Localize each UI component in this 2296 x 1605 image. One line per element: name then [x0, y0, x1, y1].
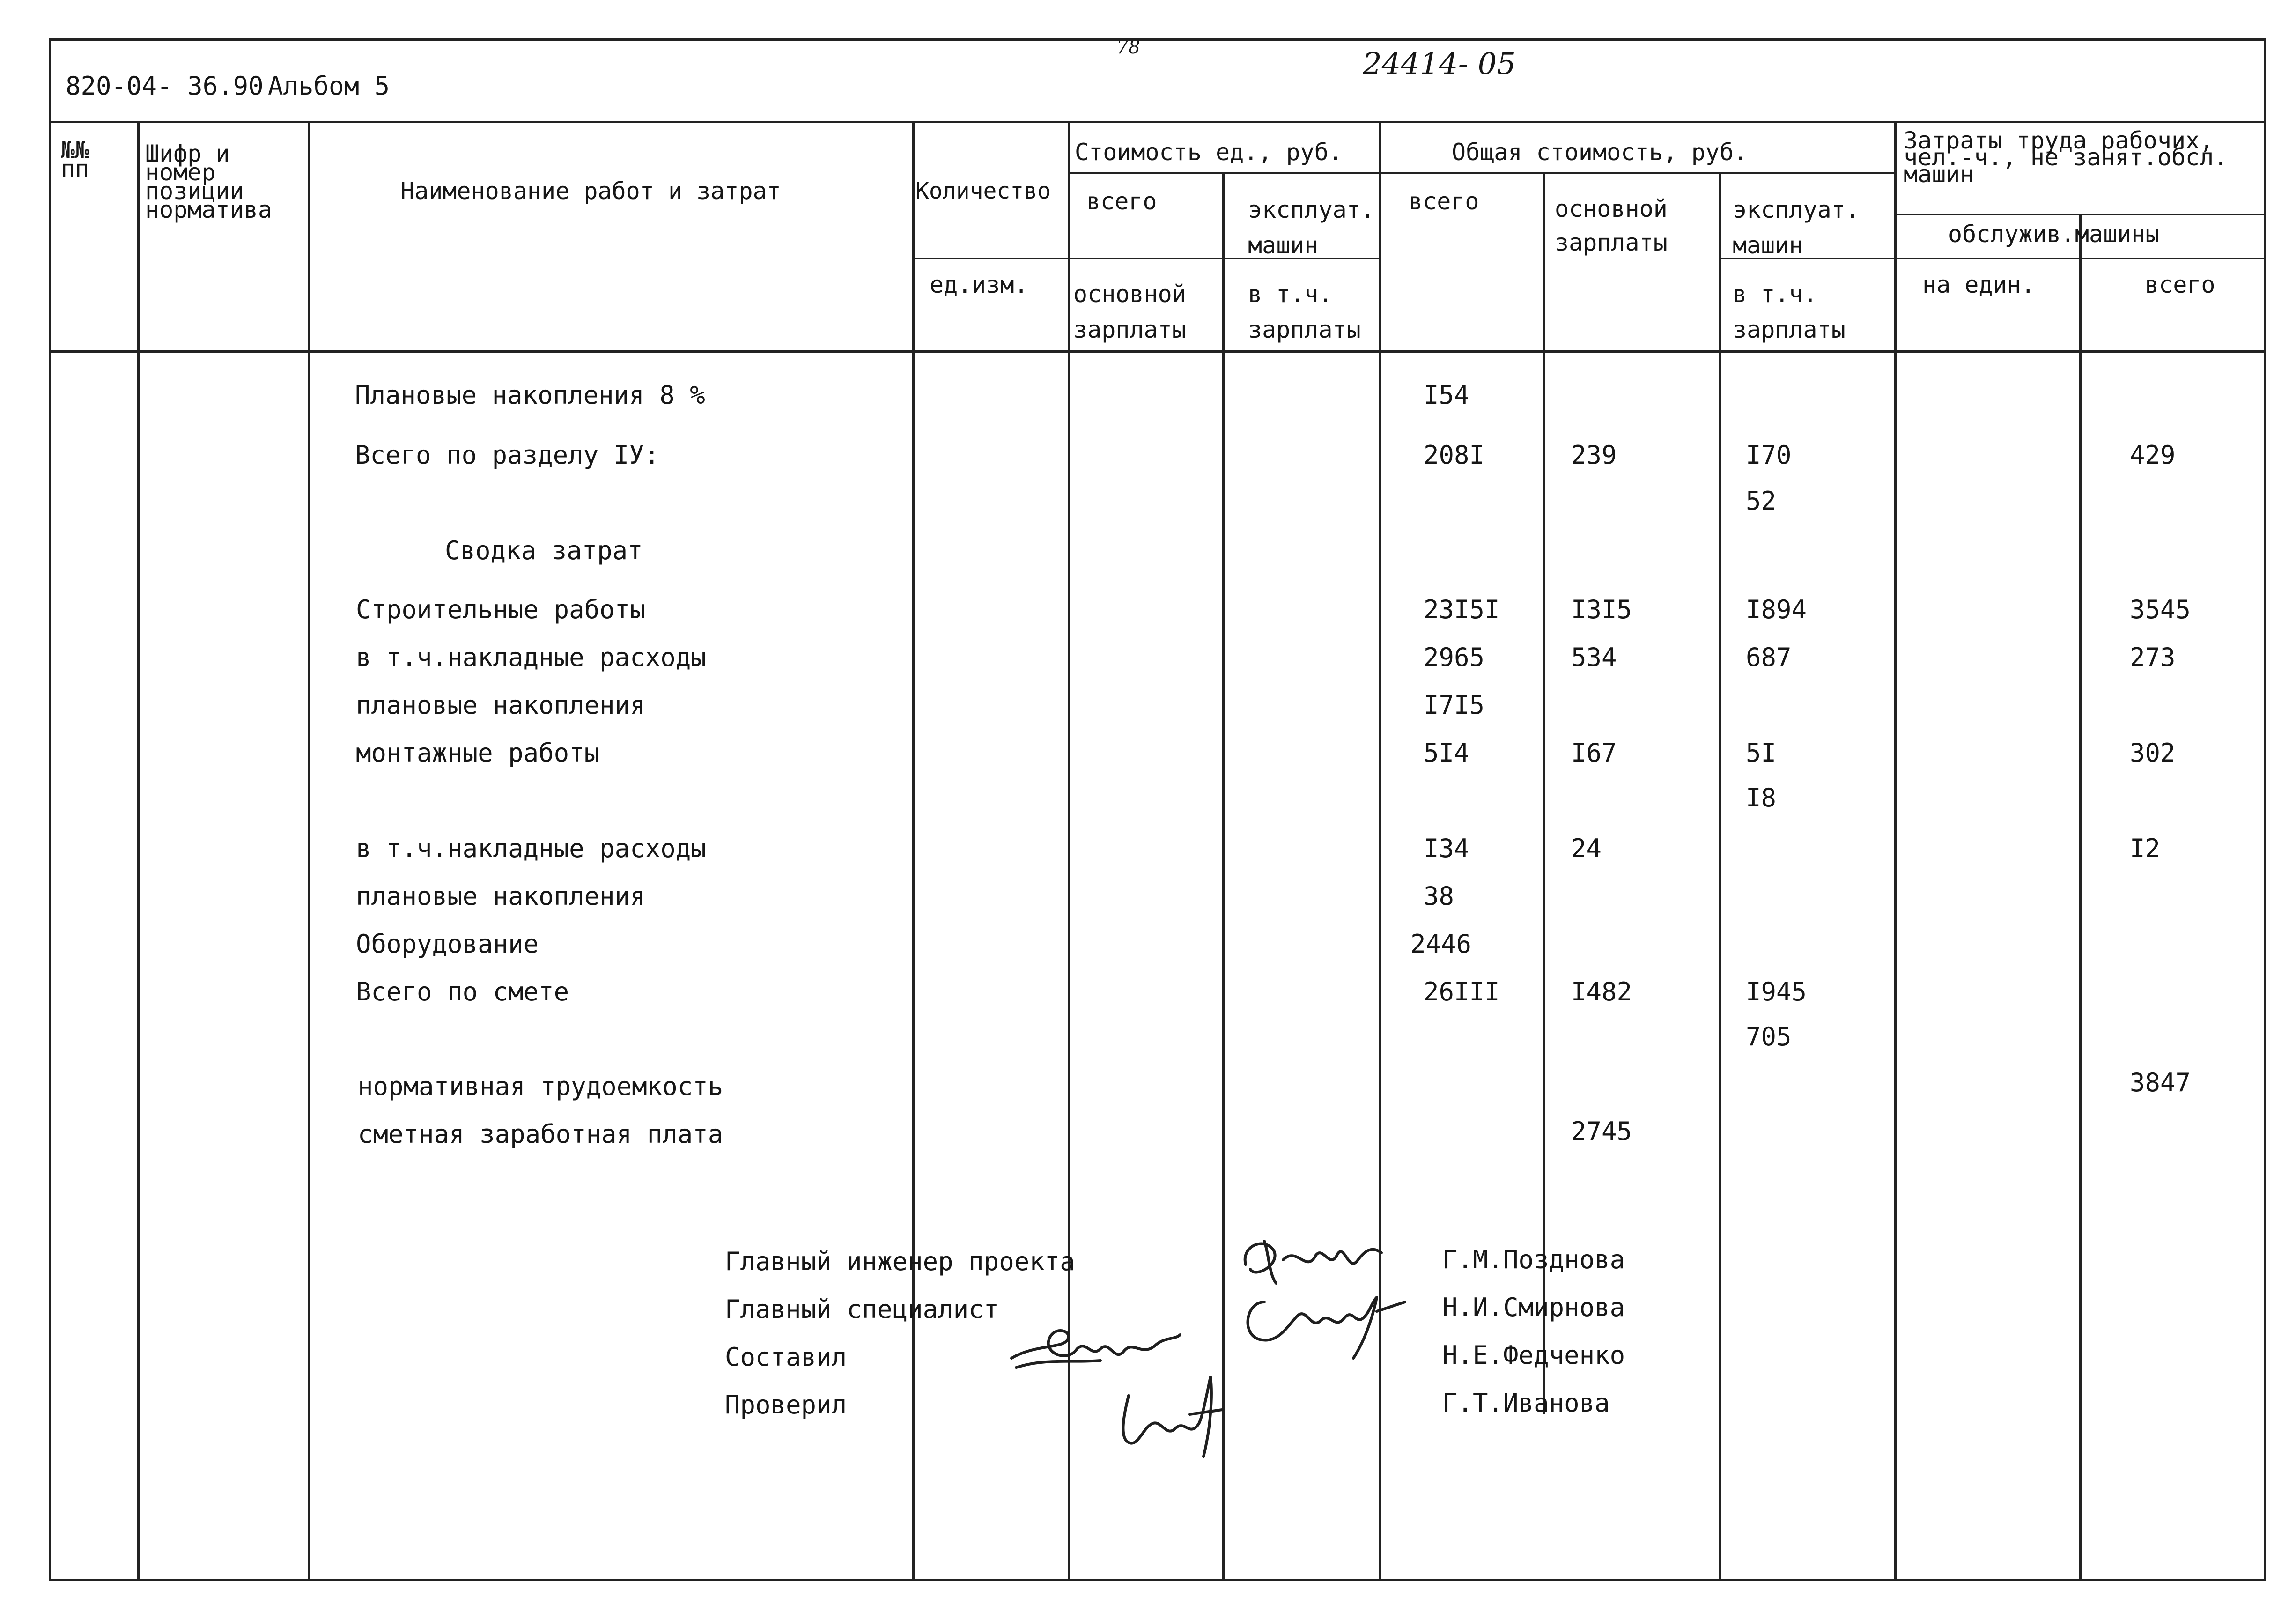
- row-total: I54: [1424, 380, 1469, 410]
- header-total-cost: Общая стоимость, руб.: [1452, 139, 1748, 166]
- row-total: 2446: [1410, 929, 1472, 959]
- row-salary: 24: [1571, 834, 1602, 863]
- row-machines: 5I: [1746, 738, 1777, 768]
- header-name: Наименование работ и затрат: [400, 178, 781, 205]
- row-machines: 687: [1746, 643, 1792, 672]
- row-labor: 302: [2130, 738, 2176, 768]
- signature-role: Главный специалист: [725, 1294, 999, 1324]
- signature-role: Составил: [725, 1342, 847, 1372]
- signature-person: Н.И.Смирнова: [1442, 1293, 1625, 1322]
- row-machines-salary: 705: [1746, 1022, 1792, 1051]
- page-number: 78: [1116, 37, 1140, 58]
- col-rule-3: [912, 121, 915, 1581]
- row-labor: 3847: [2130, 1068, 2191, 1097]
- header-quantity: Количество: [915, 178, 1051, 204]
- signature-person: Н.Е.Федченко: [1442, 1340, 1625, 1370]
- row-total: I7I5: [1424, 690, 1485, 720]
- row-salary: 2745: [1571, 1117, 1632, 1146]
- row-name: плановые накопления: [356, 690, 645, 720]
- col-rule-2: [308, 121, 310, 1581]
- row-labor: 429: [2130, 440, 2176, 470]
- row-total: 5I4: [1424, 738, 1469, 768]
- header-total-salary: основной зарплаты: [1555, 195, 1668, 256]
- row-total: 26III: [1424, 977, 1500, 1006]
- header-labor-all: всего: [2145, 271, 2215, 298]
- row-machines: I894: [1746, 595, 1807, 624]
- signature-role: Проверил: [725, 1390, 847, 1420]
- header-labor: Затраты труда рабочих, чел.-ч., не занят.обсл. машин: [1904, 127, 2228, 188]
- row-salary: 534: [1571, 643, 1617, 672]
- row-name: плановые накопления: [356, 881, 645, 911]
- header-code: Шифр и номер позиции норматива: [145, 140, 272, 223]
- row-name: в т.ч.накладные расходы: [356, 643, 706, 672]
- row-total: 23I5I: [1424, 595, 1500, 624]
- row-salary: I482: [1571, 977, 1632, 1006]
- header-labor-per-unit: на един.: [1922, 271, 2035, 298]
- col-rule-8: [1719, 173, 1721, 1581]
- row-name: Оборудование: [356, 929, 539, 959]
- section-title: Сводка затрат: [445, 536, 643, 565]
- header-labor-service: обслужив.машины: [1948, 221, 2160, 248]
- row-name: монтажные работы: [356, 738, 600, 768]
- header-unit-all: всего: [1086, 188, 1157, 215]
- header-num: №№ пп: [61, 136, 89, 182]
- document-code: 820-04- 36.90: [66, 71, 264, 101]
- row-labor: 273: [2130, 643, 2176, 672]
- row-salary: I3I5: [1571, 595, 1632, 624]
- album-label: Альбом 5: [268, 71, 390, 101]
- col-rule-7: [1543, 173, 1545, 1414]
- row-total: 38: [1424, 881, 1454, 911]
- row-name: сметная заработная плата: [358, 1119, 723, 1149]
- header-top-rule: [49, 121, 2266, 123]
- header-total-machines: эксплуат. машин: [1733, 196, 1860, 259]
- header-unit-incl-salary: в т.ч. зарплаты: [1248, 281, 1361, 343]
- row-salary: 239: [1571, 440, 1617, 470]
- handwritten-signature-smirnova: [1236, 1283, 1424, 1368]
- header-unit: ед.изм.: [930, 271, 1028, 298]
- row-name: в т.ч.накладные расходы: [356, 834, 706, 863]
- header-unit-salary: основной зарплаты: [1073, 281, 1186, 343]
- row-salary: I67: [1571, 738, 1617, 768]
- row-total: 208I: [1424, 440, 1485, 470]
- row-total: I34: [1424, 834, 1469, 863]
- row-name: Всего по смете: [356, 977, 569, 1006]
- header-unit-machines: эксплуат. машин: [1248, 196, 1375, 259]
- row-machines: I70: [1746, 440, 1792, 470]
- col-rule-1: [137, 121, 140, 1581]
- header-unit-cost: Стоимость ед., руб.: [1075, 139, 1343, 166]
- header-total-incl-salary: в т.ч. зарплаты: [1733, 281, 1846, 343]
- header-total-all: всего: [1409, 188, 1479, 215]
- signature-person: Г.М.Позднова: [1442, 1245, 1625, 1274]
- row-machines-salary: I8: [1746, 783, 1777, 813]
- signature-role: Главный инженер проекта: [725, 1247, 1075, 1276]
- archive-stamp: 24414- 05: [1363, 47, 1516, 81]
- row-name: Плановые накопления 8 %: [355, 380, 705, 410]
- row-name: Всего по разделу IУ:: [355, 440, 660, 470]
- row-machines: I945: [1746, 977, 1807, 1006]
- row-name: нормативная трудоемкость: [358, 1072, 723, 1101]
- row-labor: 3545: [2130, 595, 2191, 624]
- row-labor: I2: [2130, 834, 2161, 863]
- total-cost-subrule: [1379, 172, 1894, 174]
- header-bottom-rule: [49, 350, 2266, 353]
- col-rule-10: [2079, 214, 2082, 1581]
- row-name: Строительные работы: [356, 595, 645, 624]
- row-total: 2965: [1424, 643, 1485, 672]
- signature-person: Г.Т.Иванова: [1442, 1388, 1610, 1418]
- handwritten-signature-ivanova: [1110, 1358, 1232, 1466]
- col-rule-9: [1894, 121, 1897, 1581]
- row-machines-salary: 52: [1746, 486, 1777, 516]
